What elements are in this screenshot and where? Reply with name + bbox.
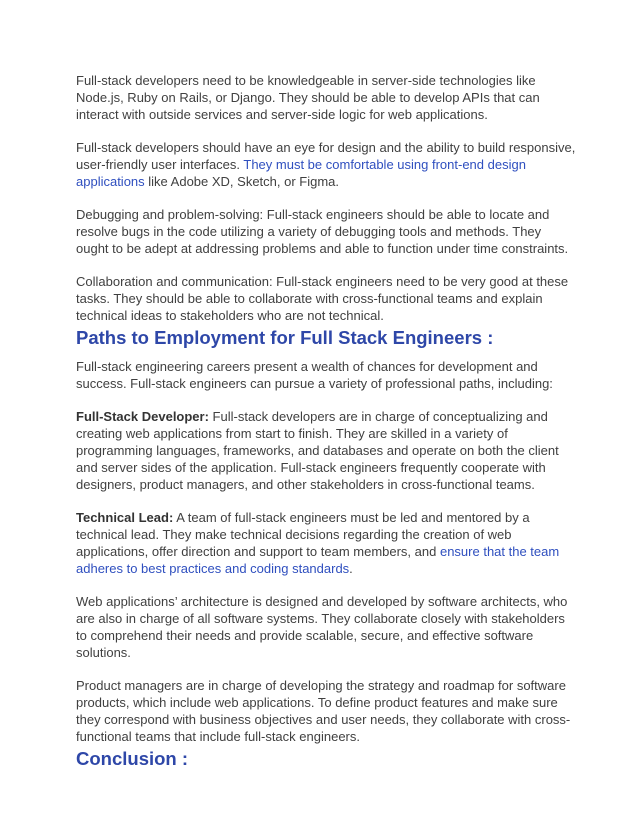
paragraph-server-side: Full-stack developers need to be knowledgeable in server-side technologies like Node.js, Ruby on Rails, or Django. They should be able to develop APIs that can interact with outside services and server-side logic for web applications. <box>76 73 540 122</box>
heading-conclusion: Conclusion : <box>76 748 189 769</box>
paragraph-design <box>76 139 576 190</box>
paragraph-debugging: Debugging and problem-solving: Full-stack engineers should be able to locate and resolve bugs in the code utilizing a variety of debugging tools and methods. They ought to be adept at addressing problems and able to function under time constraints. <box>76 207 569 256</box>
paragraph-collaboration: Collaboration and communication: Full-stack engineers need to be very good at these tasks. They should be able to collaborate with cross-functional teams and explain technical ideas to stakeholders who are not technical. <box>76 274 569 323</box>
label-full-stack-developer: Full-Stack Developer: <box>76 409 209 424</box>
paragraph-design-text: Full-stack developers should have an eye for design and the ability to build responsive, user-friendly user interfaces. <box>76 140 576 172</box>
paragraph-full-stack-developer <box>76 408 576 493</box>
document-page <box>76 72 576 771</box>
label-technical-lead: Technical Lead: <box>76 510 174 525</box>
technical-lead-tail: . <box>349 561 353 576</box>
best-practices-link[interactable]: ensure that the team adheres to best practices and coding standards <box>76 544 560 576</box>
technical-lead-text: A team of full-stack engineers must be led and mentored by a technical lead. They make technical decisions regarding the creation of web applications, offer direction and support to team members, and <box>76 510 530 559</box>
paragraph-careers-intro: Full-stack engineering careers present a wealth of chances for development and success. Full-stack engineers can pursue a variety of professional paths, including: <box>76 359 553 391</box>
heading-paths-to-employment: Paths to Employment for Full Stack Engineers : <box>76 327 494 348</box>
paragraph-design-tail: like Adobe XD, Sketch, or Figma. <box>144 174 340 189</box>
paragraph-technical-lead <box>76 509 576 577</box>
paragraph-software-architects: Web applications’ architecture is designed and developed by software architects, who are also in charge of all software systems. They collaborate closely with stakeholders to comprehend their needs and provide scalable, secure, and effective software solutions. <box>76 594 568 660</box>
paragraph-product-managers: Product managers are in charge of developing the strategy and roadmap for software products, which include web applications. To define product features and make sure they correspond with business objectives and user needs, they collaborate with cross-functional teams that include full-stack engineers. <box>76 678 571 744</box>
front-end-design-link[interactable]: They must be comfortable using front-end design applications <box>76 157 526 189</box>
full-stack-developer-text: Full-stack developers are in charge of conceptualizing and creating web applications from start to finish. They are skilled in a variety of programming languages, frameworks, and databases and operate on both the client and server sides of the application. Full-stack engineers frequently cooperate with designers, product managers, and other stakeholders in cross-functional teams. <box>76 409 559 492</box>
